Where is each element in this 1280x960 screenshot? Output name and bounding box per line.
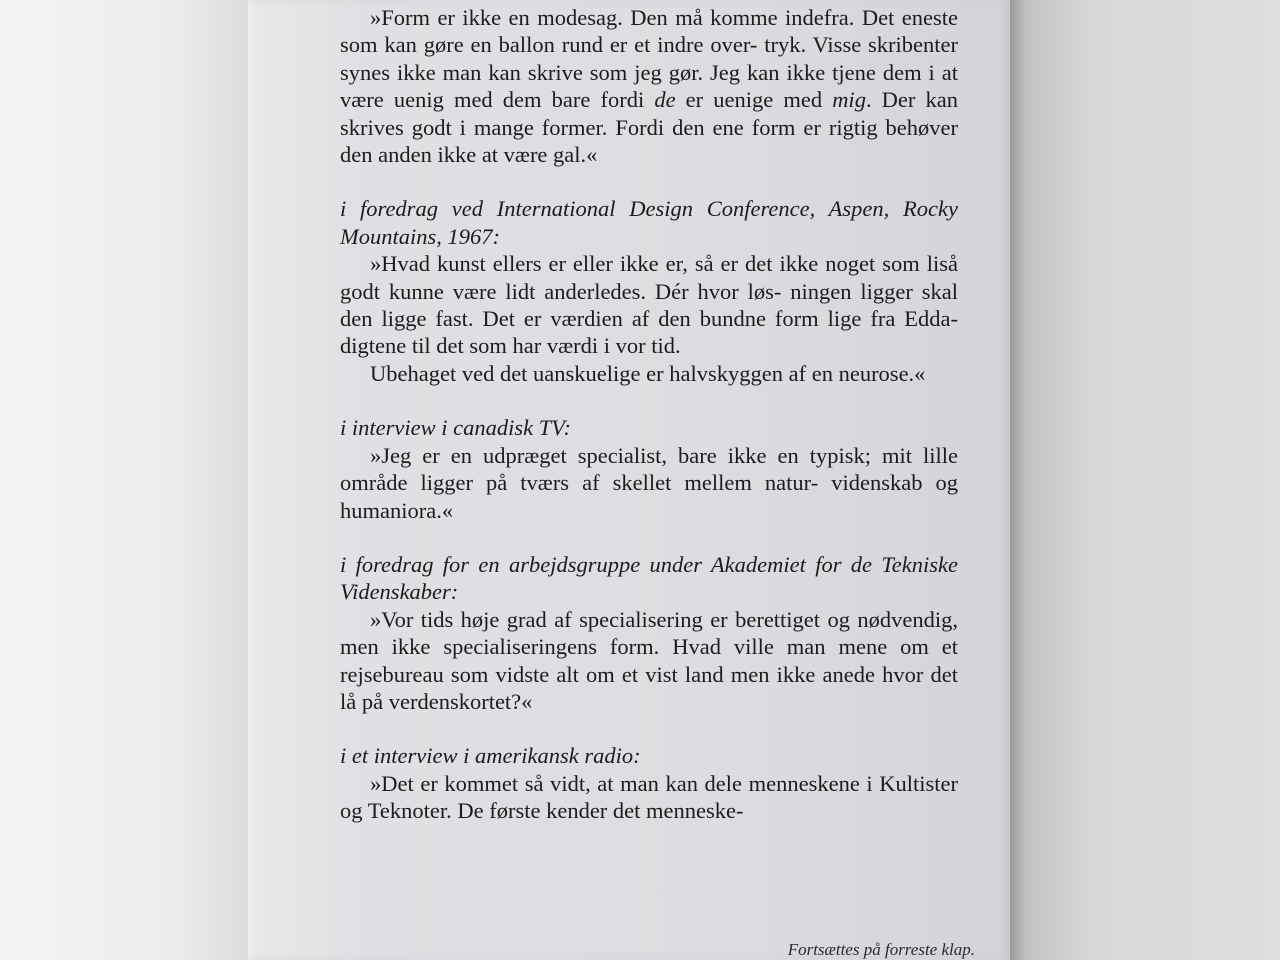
table-surface-left xyxy=(0,0,250,960)
quote-paragraph: »Hvad kunst ellers er eller ikke er, så er det ikke noget som liså godt kunne være lidt anderledes. Dér hvor løs- ningen ligger skal den ligge fast. Det er værdien af den bundne form lige fra Edda-digtene til det som har værdi i vor tid. xyxy=(340,251,958,359)
continuation-note: Fortsættes på forreste klap. xyxy=(787,940,975,959)
quote-paragraph: »Form er ikke en modesag. Den må komme indefra. Det eneste som kan gøre en ballon rund er et indre over- tryk. Visse skribenter synes ikke man kan skrive som jeg gør. Jeg kan ikke tjene dem i at være uenig med dem bare fordi de er uenige med mig. Der kan skrives godt i mange former. Fordi den ene form er rigtig behøver den anden ikke at være gal.« xyxy=(340,5,959,168)
quote-text-column xyxy=(340,4,958,825)
source-heading: i et interview i amerikansk radio: xyxy=(340,743,641,769)
table-surface-right xyxy=(1010,0,1280,960)
quote-paragraph: »Jeg er en udpræget specialist, bare ikke en typisk; mit lille område ligger på tværs af skellet mellem natur- videnskab og humaniora.« xyxy=(340,442,959,523)
quote-paragraph: Ubehaget ved det uanskuelige er halvskyggen af en neurose.« xyxy=(370,360,926,386)
source-heading: i foredrag ved International Design Conference, Aspen, Rocky Mountains, 1967: xyxy=(340,196,958,249)
emphasis: de xyxy=(654,87,676,113)
source-heading: i interview i canadisk TV: xyxy=(340,415,571,441)
source-heading: i foredrag for en arbejdsgruppe under Akademiet for de Tekniske Videnskaber: xyxy=(340,551,958,605)
quote-paragraph: »Det er kommet så vidt, at man kan dele menneskene i Kultister og Teknoter. De første kender det menneske- xyxy=(340,770,958,824)
emphasis: mig xyxy=(832,87,866,113)
quote-paragraph: »Vor tids høje grad af specialisering er berettiget og nødvendig, men ikke specialiseringens form. Hvad ville man mene om et rejsebureau som vidste alt om et vist land men ikke anede hvor det lå på verdenskortet?« xyxy=(340,606,959,714)
